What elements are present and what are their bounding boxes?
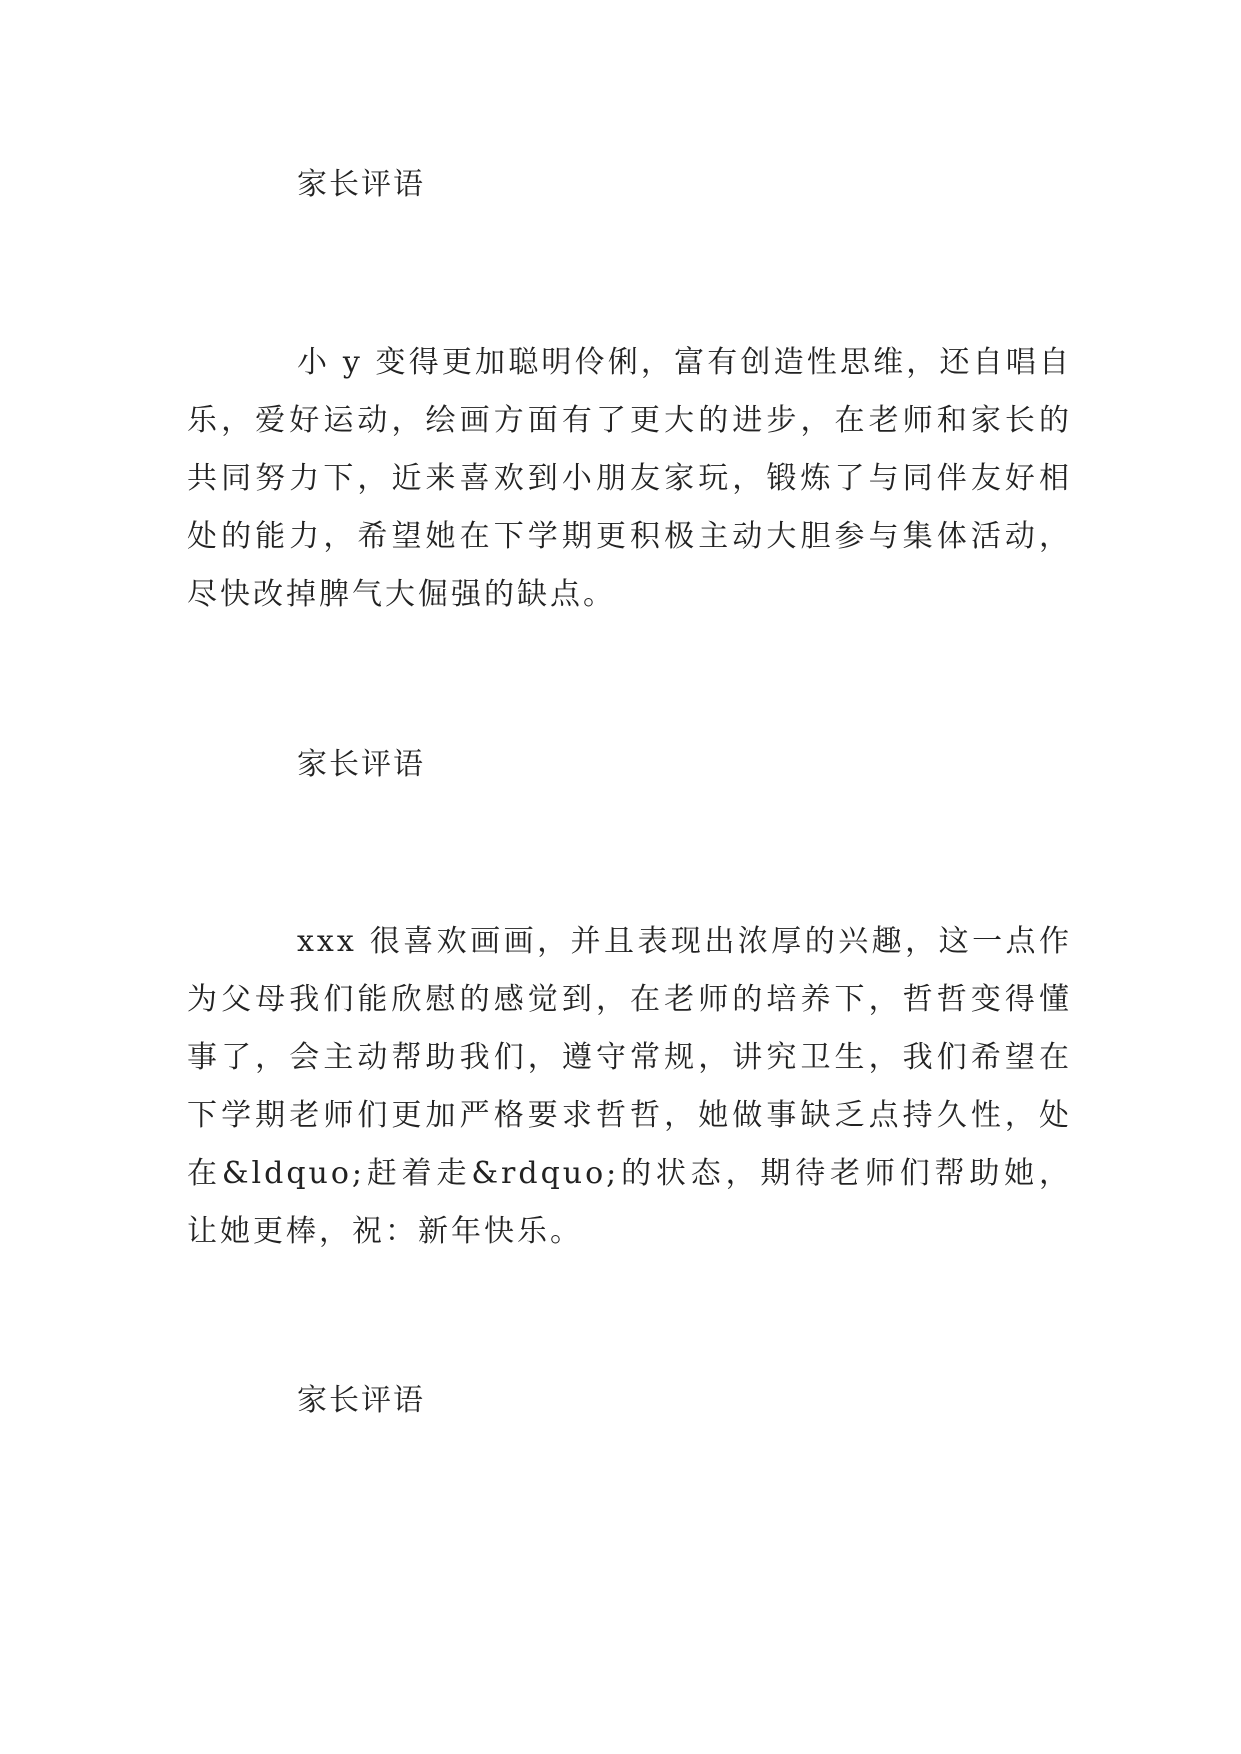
section-heading: 家长评语: [297, 747, 425, 782]
section-heading: 家长评语: [297, 1383, 425, 1418]
section-heading: 家长评语: [297, 167, 425, 202]
section-paragraph: xxx 很喜欢画画，并且表现出浓厚的兴趣，这一点作为父母我们能欣慰的感觉到，在老师的培养下，哲哲变得懂事了，会主动帮助我们，遵守常规，讲究卫生，我们希望在下学期老师们更加严格要求哲哲，她做事缺乏点持久性，处在&ldquo;赶着走&rdquo;的状态，期待老师们帮助她，让她更棒，祝：新年快乐。: [187, 924, 1072, 1249]
section-paragraph: 小 y 变得更加聪明伶俐，富有创造性思维，还自唱自乐，爱好运动，绘画方面有了更大的进步，在老师和家长的共同努力下，近来喜欢到小朋友家玩，锻炼了与同伴友好相处的能力，希望她在下学期更积极主动大胆参与集体活动，尽快改掉脾气大倔强的缺点。: [187, 345, 1072, 612]
